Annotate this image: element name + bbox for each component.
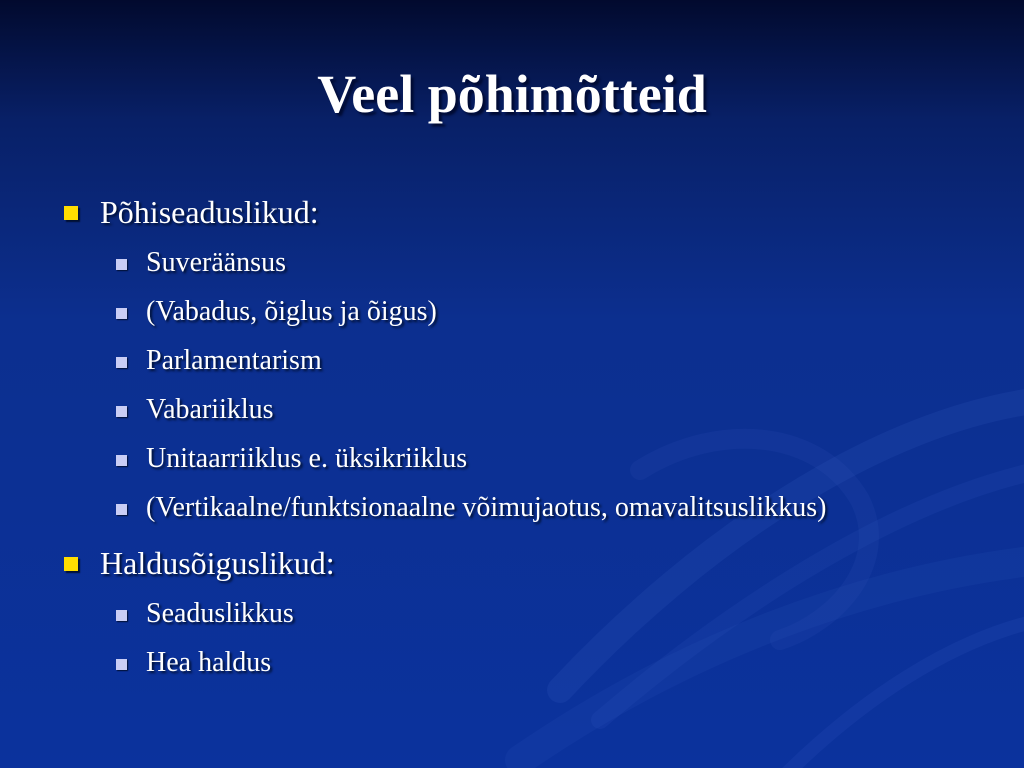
square-bullet-icon <box>116 259 127 270</box>
sub-bullet-text: Parlamentarism <box>146 345 322 376</box>
bullet-text: Haldusõiguslikud: <box>100 545 335 581</box>
square-bullet-icon <box>116 610 127 621</box>
square-bullet-icon <box>116 406 127 417</box>
square-bullet-icon <box>64 557 78 571</box>
sub-bullet-text: Hea haldus <box>146 647 272 678</box>
square-bullet-icon <box>116 357 127 368</box>
bullet-text: Põhiseaduslikud: <box>100 194 319 230</box>
square-bullet-icon <box>116 308 127 319</box>
sub-bullet-text: (Vertikaalne/funktsionaalne võimujaotus, omavalitsuslikkus) <box>146 492 827 523</box>
square-bullet-icon <box>64 206 78 220</box>
slide-title: Veel põhimõtteid <box>317 64 707 124</box>
sub-bullet-text: Unitaarriiklus e. üksikriiklus <box>146 443 468 474</box>
sub-bullet-text: Suveräänsus <box>146 247 286 278</box>
sub-bullet-text: (Vabadus, õiglus ja õigus) <box>146 296 437 327</box>
sub-bullet-text: Seaduslikkus <box>146 598 294 629</box>
square-bullet-icon <box>116 455 127 466</box>
square-bullet-icon <box>116 659 127 670</box>
sub-bullet-text: Vabariiklus <box>146 394 274 425</box>
square-bullet-icon <box>116 504 127 515</box>
